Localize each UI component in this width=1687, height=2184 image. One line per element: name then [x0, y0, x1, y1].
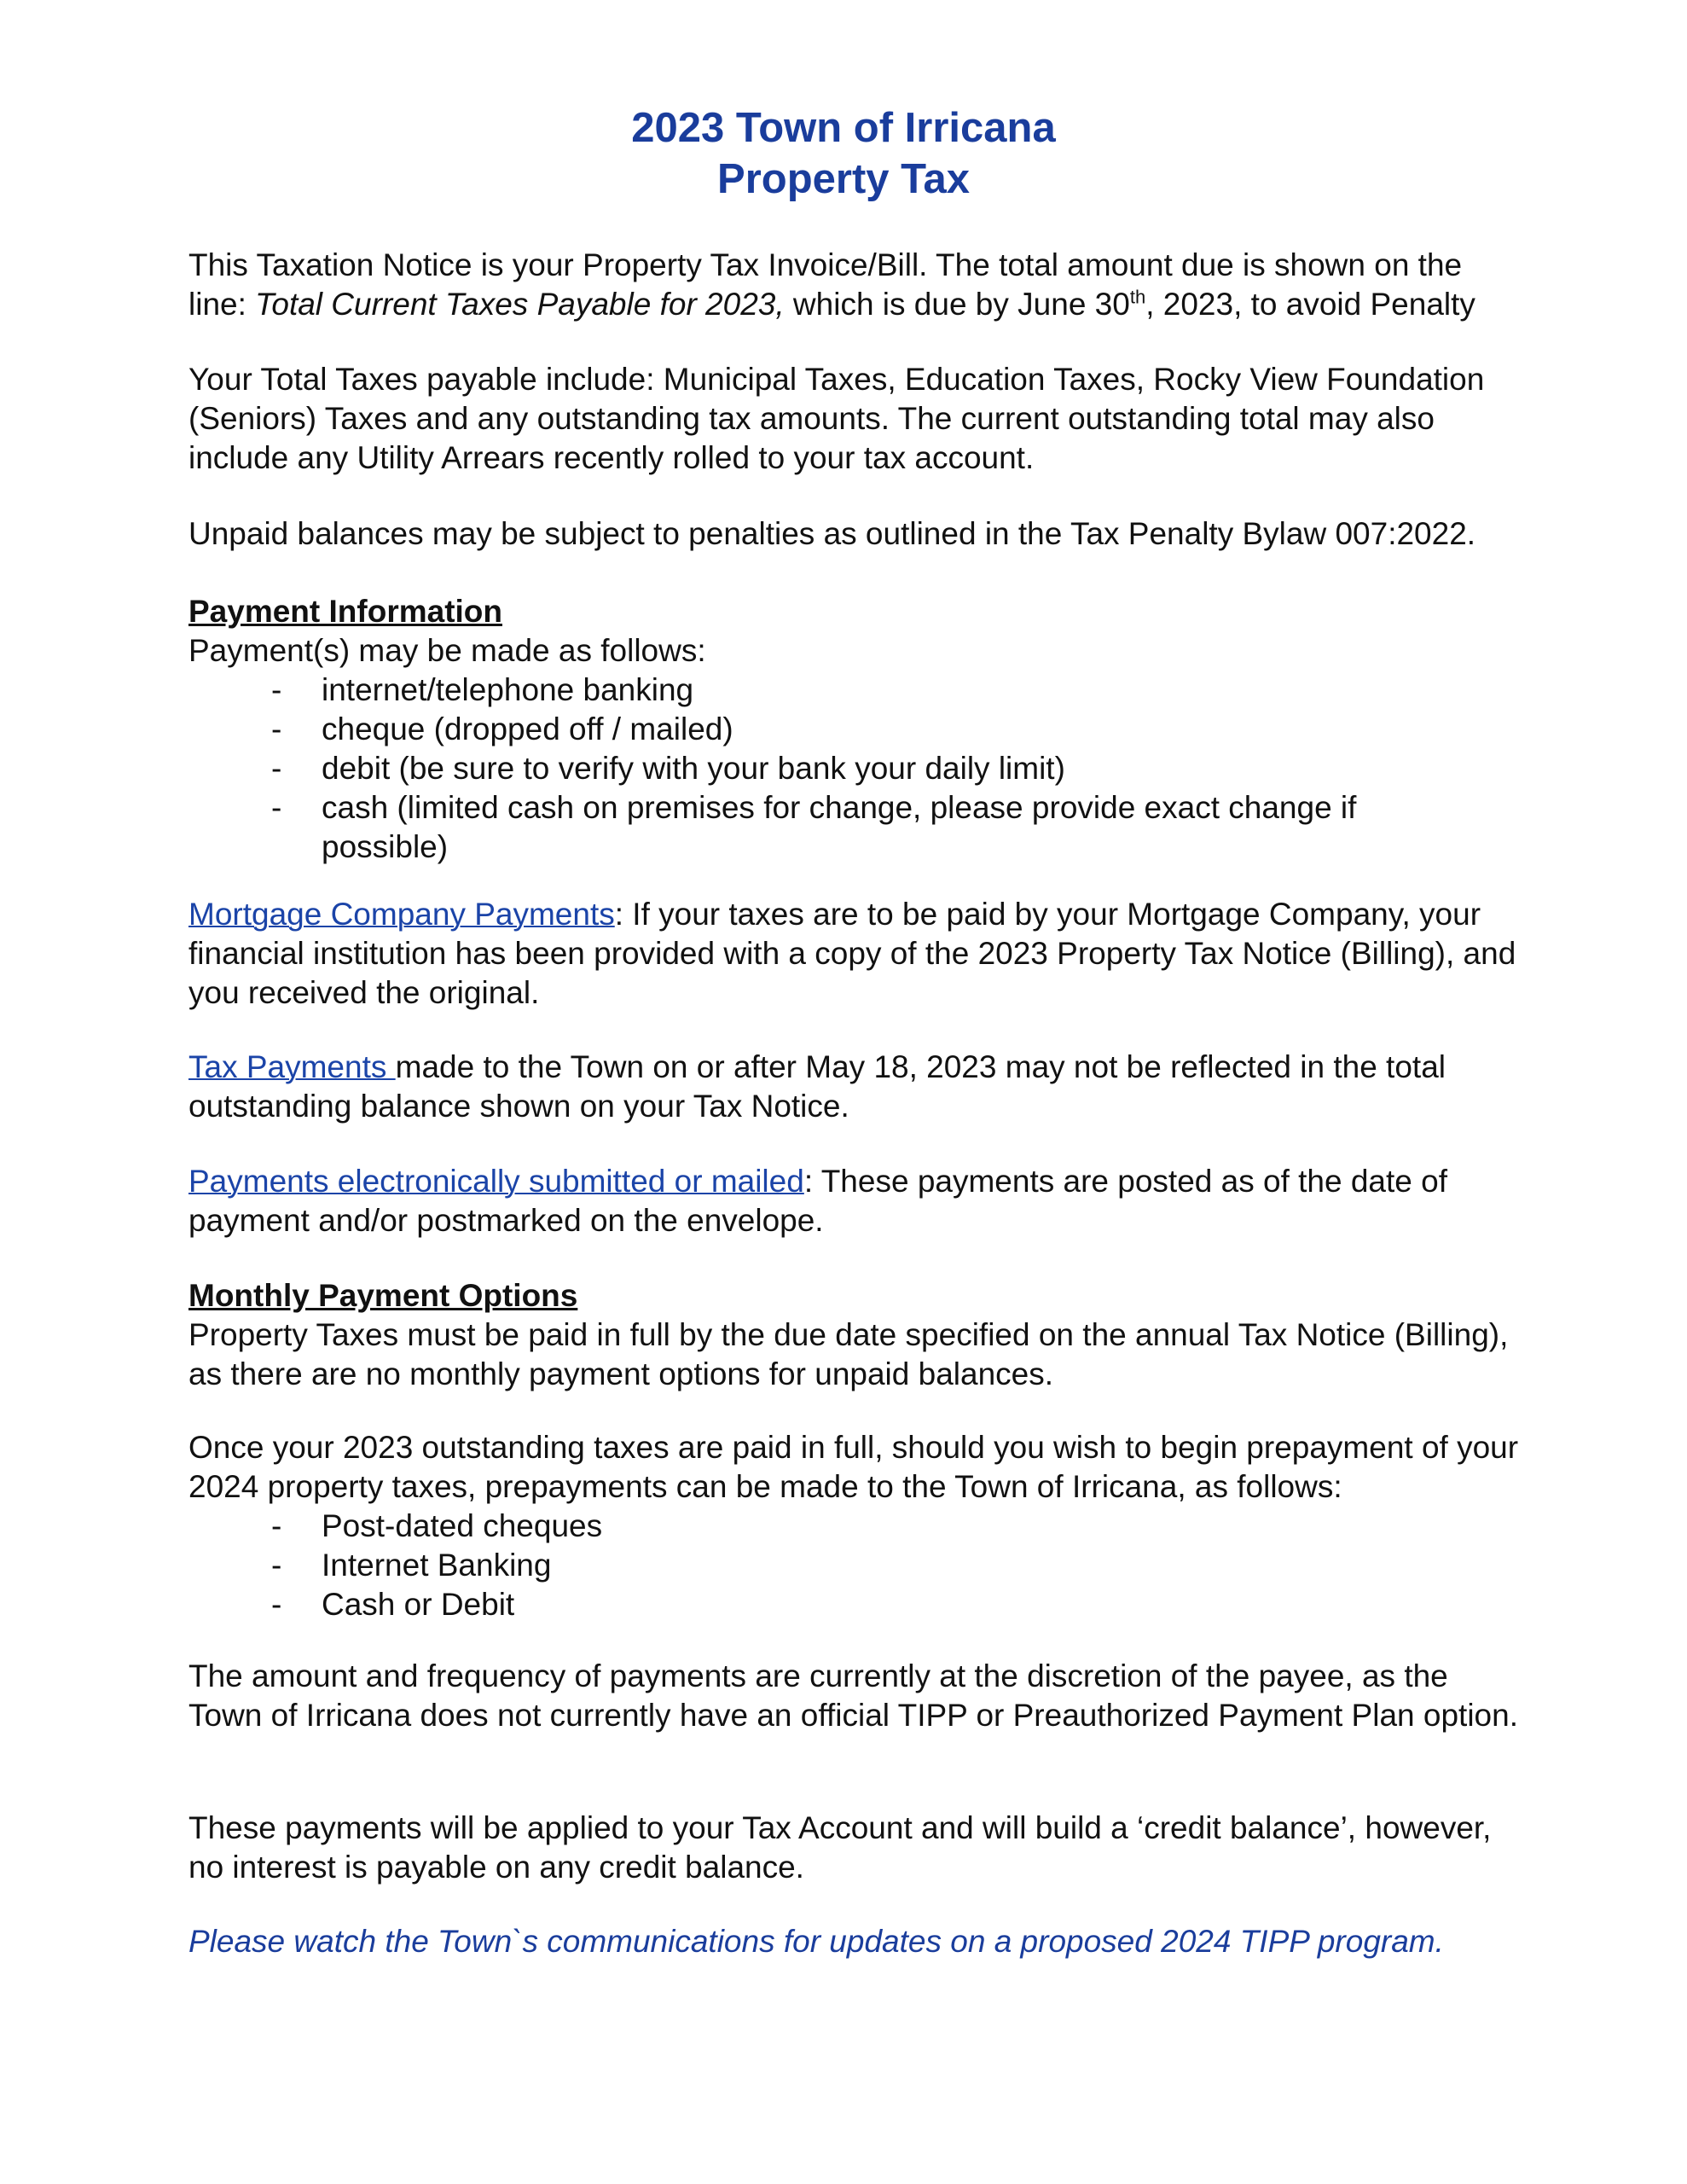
dash-bullet: - — [271, 790, 282, 825]
list-item-text: cheque (dropped off / mailed) — [322, 712, 733, 746]
intro-text-1: This Taxation Notice is your Property Tax Invoice/Bill. The total amount due is shown on the line: — [188, 247, 1463, 322]
intro-italic-line-name: Total Current Taxes Payable for 2023, — [255, 287, 785, 322]
prepayment-lead: Once your 2023 outstanding taxes are paid in full, should you wish to begin prepayment of your 2024 property taxes, prepayments can be made to the Town of Irricana, as follows: — [188, 1430, 1519, 1504]
tax-payments-link[interactable]: Tax Payments — [188, 1049, 396, 1084]
dash-bullet: - — [271, 712, 282, 746]
credit-balance-paragraph: These payments will be applied to your Tax Account and will build a ‘credit balance’, however, no interest is payable on any credit balance. — [188, 1810, 1492, 1885]
intro-text-3: , 2023, to avoid Penalty — [1145, 287, 1475, 322]
dash-bullet: - — [271, 1548, 282, 1583]
title-line-2: Property Tax — [717, 156, 970, 202]
monthly-payment-text: Property Taxes must be paid in full by the due date specified on the annual Tax Notice (Billing), as there are no monthly payment options for unpaid balances. — [188, 1317, 1509, 1391]
list-item — [188, 1507, 1519, 1546]
list-item — [188, 710, 1519, 749]
page-title — [0, 102, 1687, 205]
payment-methods-list — [188, 671, 1519, 867]
list-item — [188, 749, 1519, 788]
dash-bullet: - — [271, 751, 282, 786]
list-item — [188, 788, 1519, 867]
electronic-payments-link[interactable]: Payments electronically submitted or mailed — [188, 1164, 804, 1199]
list-item — [188, 1546, 1519, 1585]
tax-payments-text: made to the Town on or after May 18, 2023 may not be reflected in the total outstanding balance shown on your Tax Notice. — [188, 1049, 1446, 1124]
taxes-include-paragraph: Your Total Taxes payable include: Municipal Taxes, Education Taxes, Rocky View Foundation (Seniors) Taxes and any outstanding tax amounts. The current outstanding total may also include any Utility Arrears recently rolled to your tax account. — [188, 362, 1485, 475]
monthly-payment-heading: Monthly Payment Options — [188, 1278, 578, 1313]
electronic-payments-text: : These payments are posted as of the date of payment and/or postmarked on the envelope. — [188, 1164, 1447, 1238]
list-item-text: internet/telephone banking — [322, 672, 694, 707]
list-item-text: Internet Banking — [322, 1548, 552, 1583]
dash-bullet: - — [271, 1508, 282, 1543]
mortgage-text: : If your taxes are to be paid by your Mortgage Company, your financial institution has been provided with a copy of the 2023 Property Tax Notice (Billing), and you received the original. — [188, 897, 1516, 1010]
list-item — [188, 1585, 1519, 1624]
dash-bullet: - — [271, 1587, 282, 1622]
list-item-text: Cash or Debit — [322, 1587, 515, 1622]
electronic-payments-paragraph — [188, 1162, 1519, 1240]
mortgage-paragraph — [188, 895, 1519, 1013]
title-line-1: 2023 Town of Irricana — [631, 105, 1056, 151]
payment-information-lead: Payment(s) may be made as follows: — [188, 633, 706, 668]
monthly-payment-section — [188, 1276, 1519, 1394]
intro-paragraph — [188, 246, 1519, 324]
payment-information-heading: Payment Information — [188, 594, 502, 629]
list-item — [188, 671, 1519, 710]
prepayment-section — [188, 1428, 1519, 1624]
closing-note: Please watch the Town`s communications for updates on a proposed 2024 TIPP program. — [188, 1924, 1444, 1959]
penalty-paragraph: Unpaid balances may be subject to penalties as outlined in the Tax Penalty Bylaw 007:2022. — [188, 516, 1476, 551]
list-item-text: Post-dated cheques — [322, 1508, 603, 1543]
intro-superscript: th — [1129, 286, 1146, 308]
list-item-text: cash (limited cash on premises for change, please provide exact change if possible) — [322, 790, 1357, 864]
list-item-text: debit (be sure to verify with your bank your daily limit) — [322, 751, 1065, 786]
intro-text-2: which is due by June 30 — [784, 287, 1130, 322]
tax-payments-paragraph — [188, 1048, 1519, 1126]
mortgage-company-payments-link[interactable]: Mortgage Company Payments — [188, 897, 615, 932]
payment-information-section — [188, 592, 1519, 867]
prepayment-methods-list — [188, 1507, 1519, 1624]
frequency-paragraph: The amount and frequency of payments are currently at the discretion of the payee, as the Town of Irricana does not currently have an official TIPP or Preauthorized Payment Plan option. — [188, 1658, 1518, 1733]
dash-bullet: - — [271, 672, 282, 707]
